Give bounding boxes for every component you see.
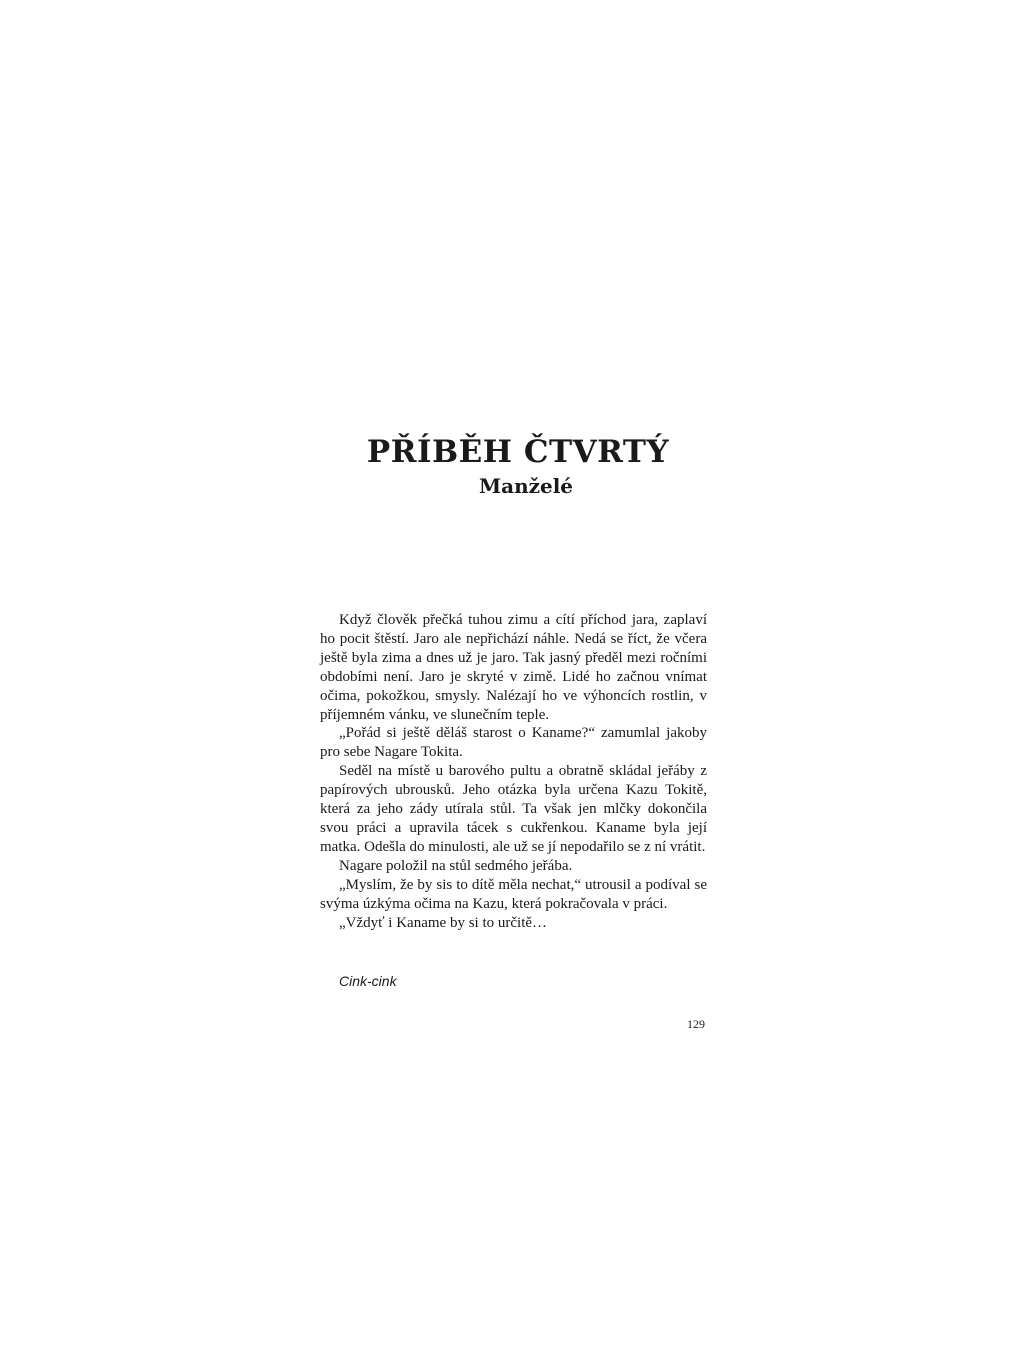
paragraph: Když člověk přečká tuhou zimu a cítí příchod jara, zaplaví ho pocit štěstí. Jaro ale nepřichází náhle. Nedá se říct, že včera ještě byla zima a dnes už je jaro. Tak jasný předěl mezi ročními obdobími není. Jaro je skryté v zimě. Lidé ho začnou vnímat očima, pokožkou, smysly. Nalézají ho ve výhoncích rostlin, v příjemném vánku, ve slunečním teple. <box>320 612 707 723</box>
chapter-subtitle: Manželé <box>478 474 574 498</box>
page-number: 129 <box>687 1017 705 1031</box>
sound-effect: Cink-cink <box>339 973 397 989</box>
paragraph: „Myslím, že by sis to dítě měla nechat,“ utrousil a podíval se svýma úzkýma očima na Kazu, která pokračovala v práci. <box>320 876 707 912</box>
chapter-title: PŘÍBĚH ČTVRTÝ <box>366 434 670 470</box>
paragraph: Seděl na místě u barového pultu a obratně skládal jeřáby z papírových ubrousků. Jeho otázka byla určena Kazu Tokitě, která za jeho zády utírala stůl. Ta však jen mlčky dokončila svou práci a upravila tácek s cukřenkou. Kaname byla její matka. Odešla do minulosti, ale už se jí nepodařilo se z ní vrátit. <box>320 763 707 855</box>
paragraph: „Pořád si ještě děláš starost o Kaname?“ zamumlal jakoby pro sebe Nagare Tokita. <box>320 725 707 761</box>
body-text <box>320 611 707 932</box>
paragraph: „Vždyť i Kaname by si to určitě… <box>339 914 548 931</box>
paragraph: Nagare položil na stůl sedmého jeřába. <box>339 857 573 874</box>
